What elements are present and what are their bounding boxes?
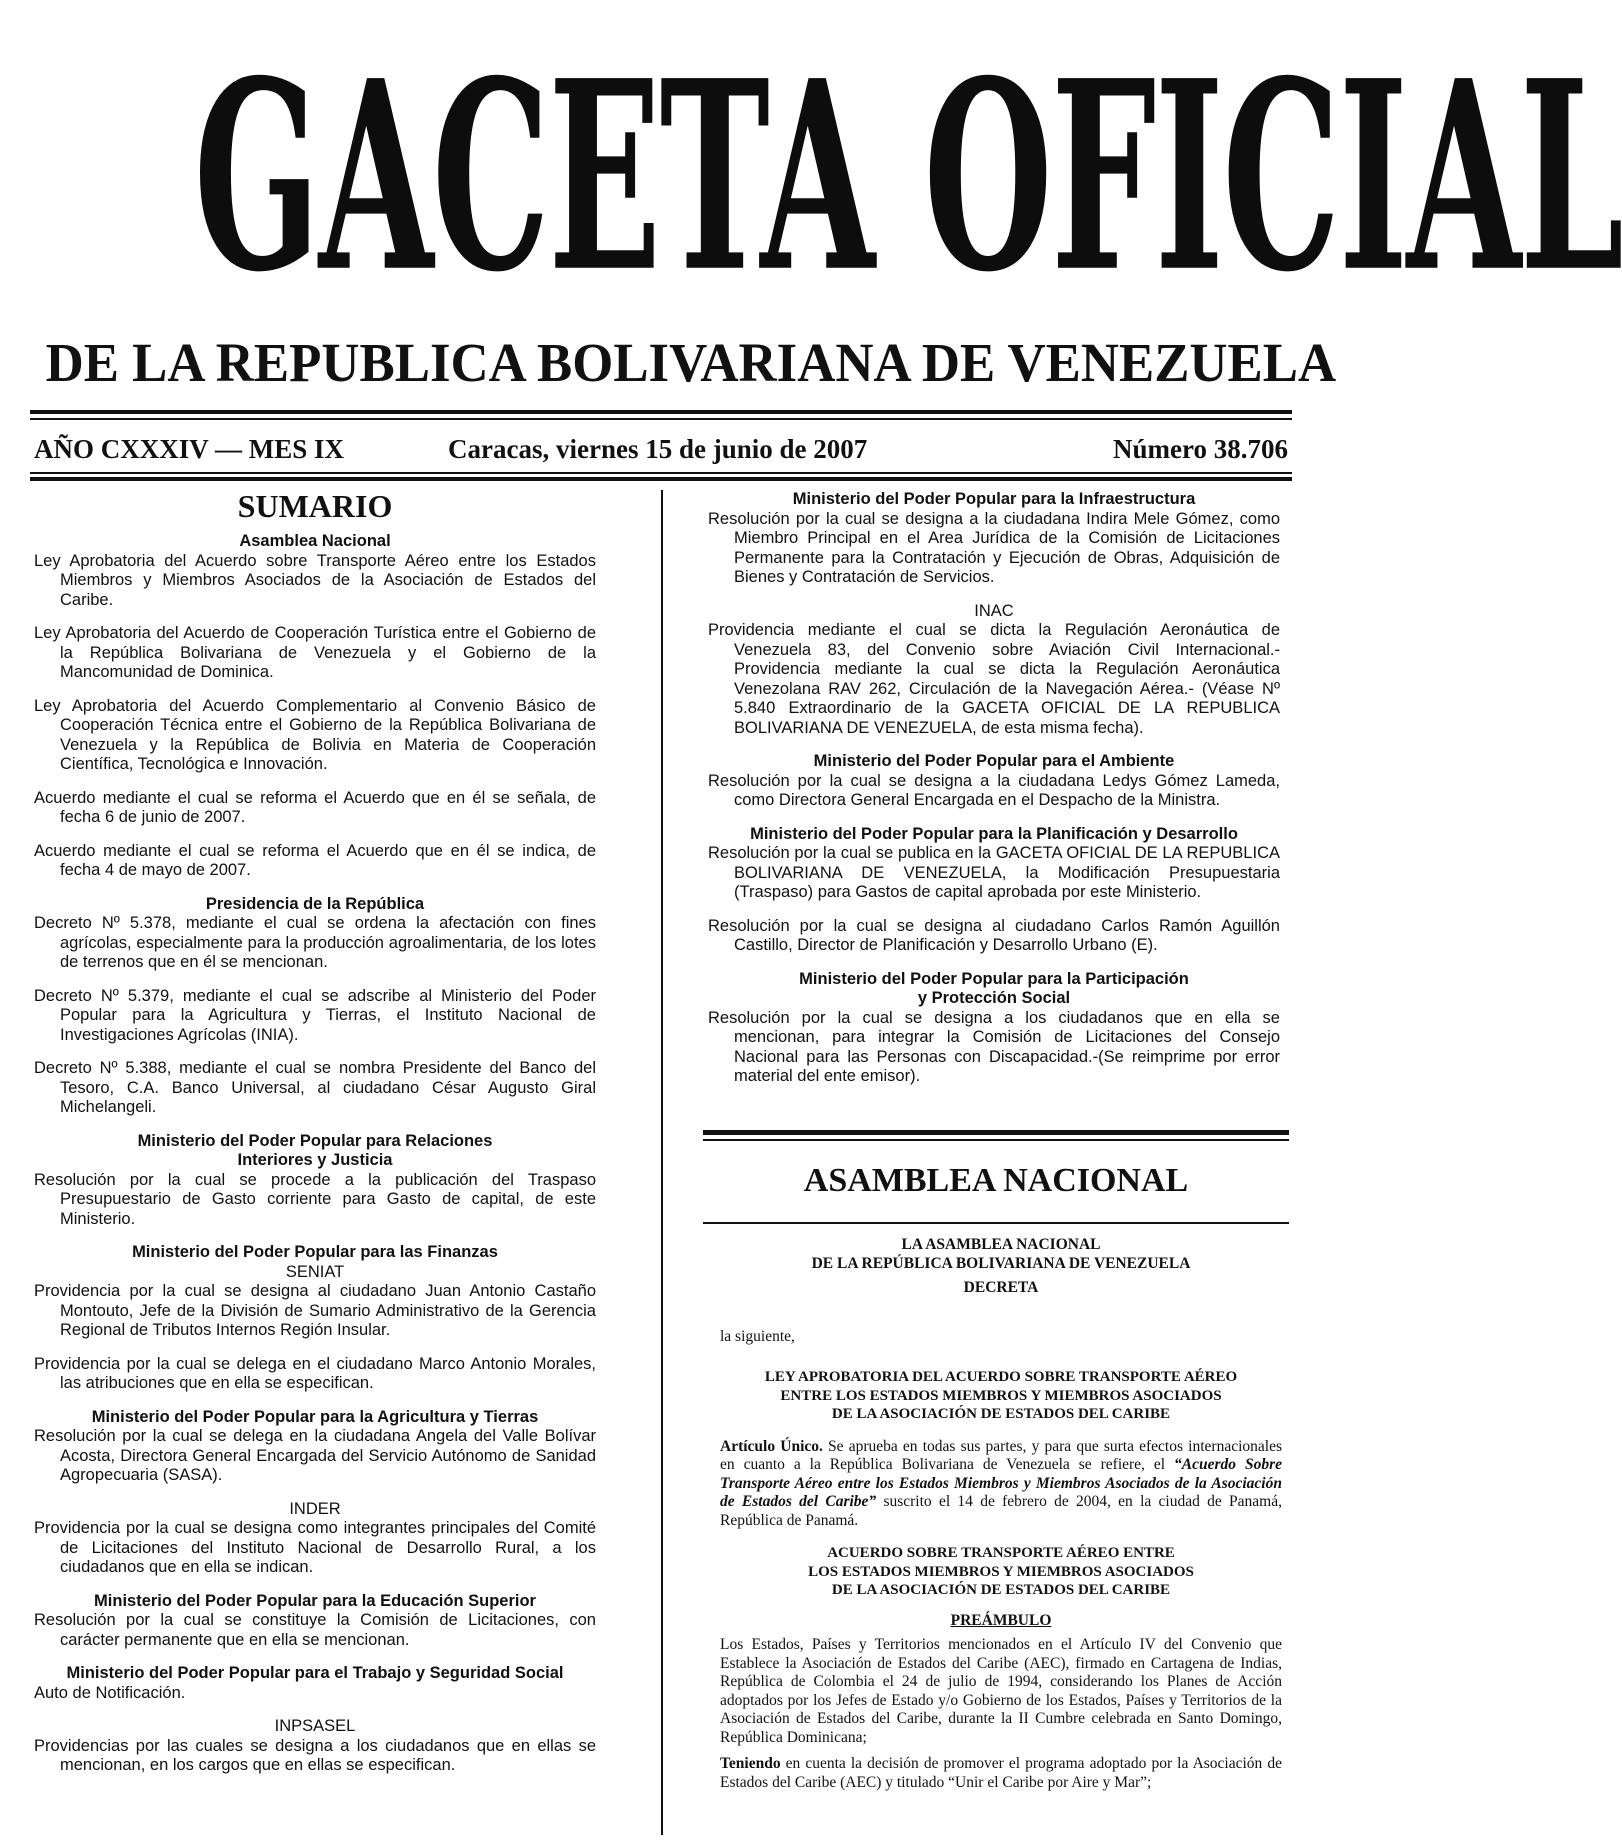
acuerdo-title-1: ACUERDO SOBRE TRANSPORTE AÉREO ENTRE xyxy=(827,1545,1175,1561)
preambulo-paragraph-2 xyxy=(720,1755,1282,1792)
place-date: Caracas, viernes 15 de junio de 2007 xyxy=(448,434,868,464)
sumario-entry: Resolución por la cual se designa a la ciudadana Ledys Gómez Lameda, como Directora General Encargada en el Despacho de la Ministra. xyxy=(708,771,1280,809)
sumario-entry: Providencia por la cual se delega en el ciudadano Marco Antonio Morales, las atribuciones que en ella se especifican. xyxy=(34,1354,596,1392)
sumario-section-heading-cont: y Protección Social xyxy=(917,989,1071,1007)
sumario-section-heading: INAC xyxy=(974,601,1014,620)
ley-title-2: ENTRE LOS ESTADOS MIEMBROS Y MIEMBROS ASOCIADOS xyxy=(780,1387,1222,1404)
teniendo-label: Teniendo xyxy=(720,1755,781,1772)
ley-title-3: DE LA ASOCIACIÓN DE ESTADOS DEL CARIBE xyxy=(831,1406,1171,1422)
section-rule-thick xyxy=(703,1130,1289,1135)
sumario-entry: Ley Aprobatoria del Acuerdo Complementario al Convenio Básico de Cooperación Técnica entre el Gobierno de la República Bolivariana de Venezuela y la República de Bolivia en Materia de Cooperación Científica, Tecnológica e Innovación. xyxy=(34,696,596,773)
sumario-section-heading: INPSASEL xyxy=(274,1717,356,1735)
sumario-entry: Resolución por la cual se procede a la publicación del Traspaso Presupuestario de Gasto corriente para Gasto de capital, de este Ministerio. xyxy=(34,1170,596,1228)
sumario-entry: Resolución por la cual se designa al ciudadano Carlos Ramón Aguillón Castillo, Director de Planificación y Desarrollo Urbano (E). xyxy=(708,916,1280,954)
sumario-entry: Providencias por las cuales se designa a los ciudadanos que en ellas se mencionan, en los cargos que en ellas se especifican. xyxy=(34,1736,596,1774)
sumario-section-heading: Ministerio del Poder Popular para la Educación Superior xyxy=(94,1591,536,1610)
sumario-section-heading: Ministerio del Poder Popular para el Trabajo y Seguridad Social xyxy=(66,1664,564,1682)
articulo-text-2: suscrito el 14 de febrero de 2004, en la ciudad de Panamá, República de Panamá. xyxy=(720,1493,1282,1529)
sumario-entry: Acuerdo mediante el cual se reforma el Acuerdo que en él se indica, de fecha 4 de mayo de 2007. xyxy=(34,841,596,879)
sumario-entry: Providencia por la cual se designa como integrantes principales del Comité de Licitaciones del Instituto Nacional de Desarrollo Rural, a los ciudadanos que en ella se indican. xyxy=(34,1519,596,1576)
law-text xyxy=(720,1236,1282,1792)
sumario-right-column xyxy=(708,490,1280,1101)
sumario-section-heading: Ministerio del Poder Popular para el Ambiente xyxy=(813,752,1175,770)
sumario-title: SUMARIO xyxy=(237,488,393,524)
sumario-entry: Ley Aprobatoria del Acuerdo sobre Transporte Aéreo entre los Estados Miembros y Miembros Asociados de la Asociación de Estados del Caribe. xyxy=(34,551,596,609)
sumario-entry: Providencia por la cual se designa al ciudadano Juan Antonio Castaño Montouto, Jefe de la División de Sumario Administrativo de la Gerencia Regional de Tributos Internos Región Insular. xyxy=(34,1282,596,1339)
sumario-entry: Resolución por la cual se delega en la ciudadana Angela del Valle Bolívar Acosta, Directora General Encargada del Servicio Autónomo de Sanidad Agropecuaria (SASA). xyxy=(34,1427,596,1484)
sumario-entry: Acuerdo mediante el cual se reforma el Acuerdo que en él se señala, de fecha 6 de junio de 2007. xyxy=(34,788,596,826)
sumario-section-heading-cont: Interiores y Justicia xyxy=(237,1151,393,1169)
sumario-section-heading: Presidencia de la República xyxy=(205,894,425,913)
sumario-section-heading: Asamblea Nacional xyxy=(239,532,391,550)
sumario-entry: Ley Aprobatoria del Acuerdo de Cooperación Turística entre el Gobierno de la República Bolivariana de Venezuela y el Gobierno de la Mancomunidad de Dominica. xyxy=(34,624,596,681)
articulo-label: Artículo Único. xyxy=(720,1437,823,1455)
decreta-line-3: DECRETA xyxy=(963,1279,1039,1296)
dateline-rule-thin xyxy=(30,472,1292,474)
sumario-section-heading: INDER xyxy=(289,1499,341,1518)
articulo-text-1: Se aprueba en todas sus partes, y para que surta efectos internacionales en cuanto a la República Bolivariana de Venezuela se refiere, el xyxy=(720,1437,1282,1473)
top-rule-thick xyxy=(30,410,1292,414)
sumario-entry: Providencia mediante el cual se dicta la Regulación Aeronáutica de Venezuela 83, del Convenio sobre Aviación Civil Internacional.- Providencia mediante la cual se dicta la Regulación Aeronáutica Venezolana RAV 262, Circulación de la Navegación Aérea.- (Véase Nº 5.840 Extraordinario de la GACETA OFICIAL DE LA REPUBLICA BOLIVARIANA DE VENEZUELA, de esta misma fecha). xyxy=(708,621,1280,737)
sumario-section-heading: Ministerio del Poder Popular para la Infraestructura xyxy=(792,490,1196,508)
sumario-section-subheading: SENIAT xyxy=(285,1262,345,1281)
ley-title-1: LEY APROBATORIA DEL ACUERDO SOBRE TRANSPORTE AÉREO xyxy=(764,1369,1238,1385)
acuerdo-title-3: DE LA ASOCIACIÓN DE ESTADOS DEL CARIBE xyxy=(831,1582,1171,1598)
sumario-section-heading: Ministerio del Poder Popular para la Planificación y Desarrollo xyxy=(750,824,1238,843)
sumario-entry: Resolución por la cual se designa a los ciudadanos que en ella se mencionan, para integrar la Comisión de Licitaciones del Consejo Nacional para las Personas con Discapacidad.-(Se reimprime por error material del ente emisor). xyxy=(708,1008,1280,1085)
la-siguiente: la siguiente, xyxy=(720,1327,795,1345)
sumario-section-heading: Ministerio del Poder Popular para la Participación xyxy=(799,969,1189,988)
decreta-line-1: LA ASAMBLEA NACIONAL xyxy=(901,1236,1101,1253)
dateline xyxy=(30,431,1292,467)
sumario-entry: Resolución por la cual se designa a la ciudadana Indira Mele Gómez, como Miembro Principal en el Area Jurídica de la Comisión de Licitaciones Permanente para la Contratación y Ejecución de Obras, Adquisición de Bienes y Contratación de Servicios. xyxy=(708,509,1280,586)
sumario-entry: Resolución por la cual se publica en la GACETA OFICIAL DE LA REPUBLICA BOLIVARIANA DE VENEZUELA, la Modificación Presupuestaria (Traspaso) para Gastos de capital aprobada por este Ministerio. xyxy=(708,844,1280,901)
sumario-entry: Decreto Nº 5.388, mediante el cual se nombra Presidente del Banco del Tesoro, C.A. Banco Universal, al ciudadano César Augusto Giral Michelangeli. xyxy=(34,1059,596,1116)
sumario-entry: Decreto Nº 5.378, mediante el cual se ordena la afectación con fines agrícolas, especialmente para la producción agroalimentaria, de los lotes de terrenos que en él se mencionan. xyxy=(34,914,596,971)
decreta-line-2: DE LA REPÚBLICA BOLIVARIANA DE VENEZUELA xyxy=(811,1254,1191,1272)
sumario-entry: Decreto Nº 5.379, mediante el cual se adscribe al Ministerio del Poder Popular para la Agricultura y Tierras, el Instituto Nacional de Investigaciones Agrícolas (INIA). xyxy=(34,986,596,1044)
articulo-italic: “Acuerdo Sobre Transporte Aéreo entre los Estados Miembros y Miembros Asociados de la Asociación de Estados del Caribe” xyxy=(720,1456,1282,1510)
teniendo-text: en cuenta la decisión de promover el programa adoptado por la Asociación de Estados del Caribe (AEC) y titulado “Unir el Caribe por Aire y Mar”; xyxy=(720,1755,1282,1791)
articulo-unico xyxy=(720,1438,1282,1531)
year-month: AÑO CXXXIV — MES IX xyxy=(34,434,345,464)
acuerdo-title-2: LOS ESTADOS MIEMBROS Y MIEMBROS ASOCIADOS xyxy=(808,1563,1194,1580)
sumario-section-heading: Ministerio del Poder Popular para las Finanzas xyxy=(132,1243,498,1261)
asamblea-section-title: ASAMBLEA NACIONAL xyxy=(803,1162,1189,1199)
newspaper-title: GACETA OFICIAL xyxy=(193,24,1622,331)
column-divider xyxy=(661,490,663,1835)
preambulo-heading: PREÁMBULO xyxy=(950,1611,1052,1629)
preambulo-paragraph-1: Los Estados, Países y Territorios mencionados en el Artículo IV del Convenio que Establece la Asociación de Estados del Caribe (AEC), firmado en Cartagena de Indias, República de Colombia el 24 de julio de 1994, considerando los Planes de Acción adoptados por los Jefes de Estado y/o Gobierno de los Estados, Países y Territorios de la Asociación de Estados del Caribe, durante la II Cumbre celebrada en Santo Domingo, República Dominicana; xyxy=(720,1636,1282,1746)
top-rule-thin xyxy=(30,418,1292,420)
sumario-entry: Resolución por la cual se constituye la Comisión de Licitaciones, con carácter permanente que en ella se mencionan. xyxy=(34,1611,596,1649)
sumario-section-heading: Ministerio del Poder Popular para Relaciones xyxy=(137,1131,493,1150)
section-rule-thin xyxy=(703,1139,1289,1141)
sumario-left-column xyxy=(34,478,596,1790)
issue-number: Número 38.706 xyxy=(1113,434,1288,464)
sumario-entry: Auto de Notificación. xyxy=(34,1683,186,1702)
asamblea-title-rule xyxy=(703,1222,1289,1224)
newspaper-subtitle: DE LA REPUBLICA BOLIVARIANA DE VENEZUELA xyxy=(45,332,1337,393)
sumario-section-heading: Ministerio del Poder Popular para la Agricultura y Tierras xyxy=(91,1407,539,1426)
